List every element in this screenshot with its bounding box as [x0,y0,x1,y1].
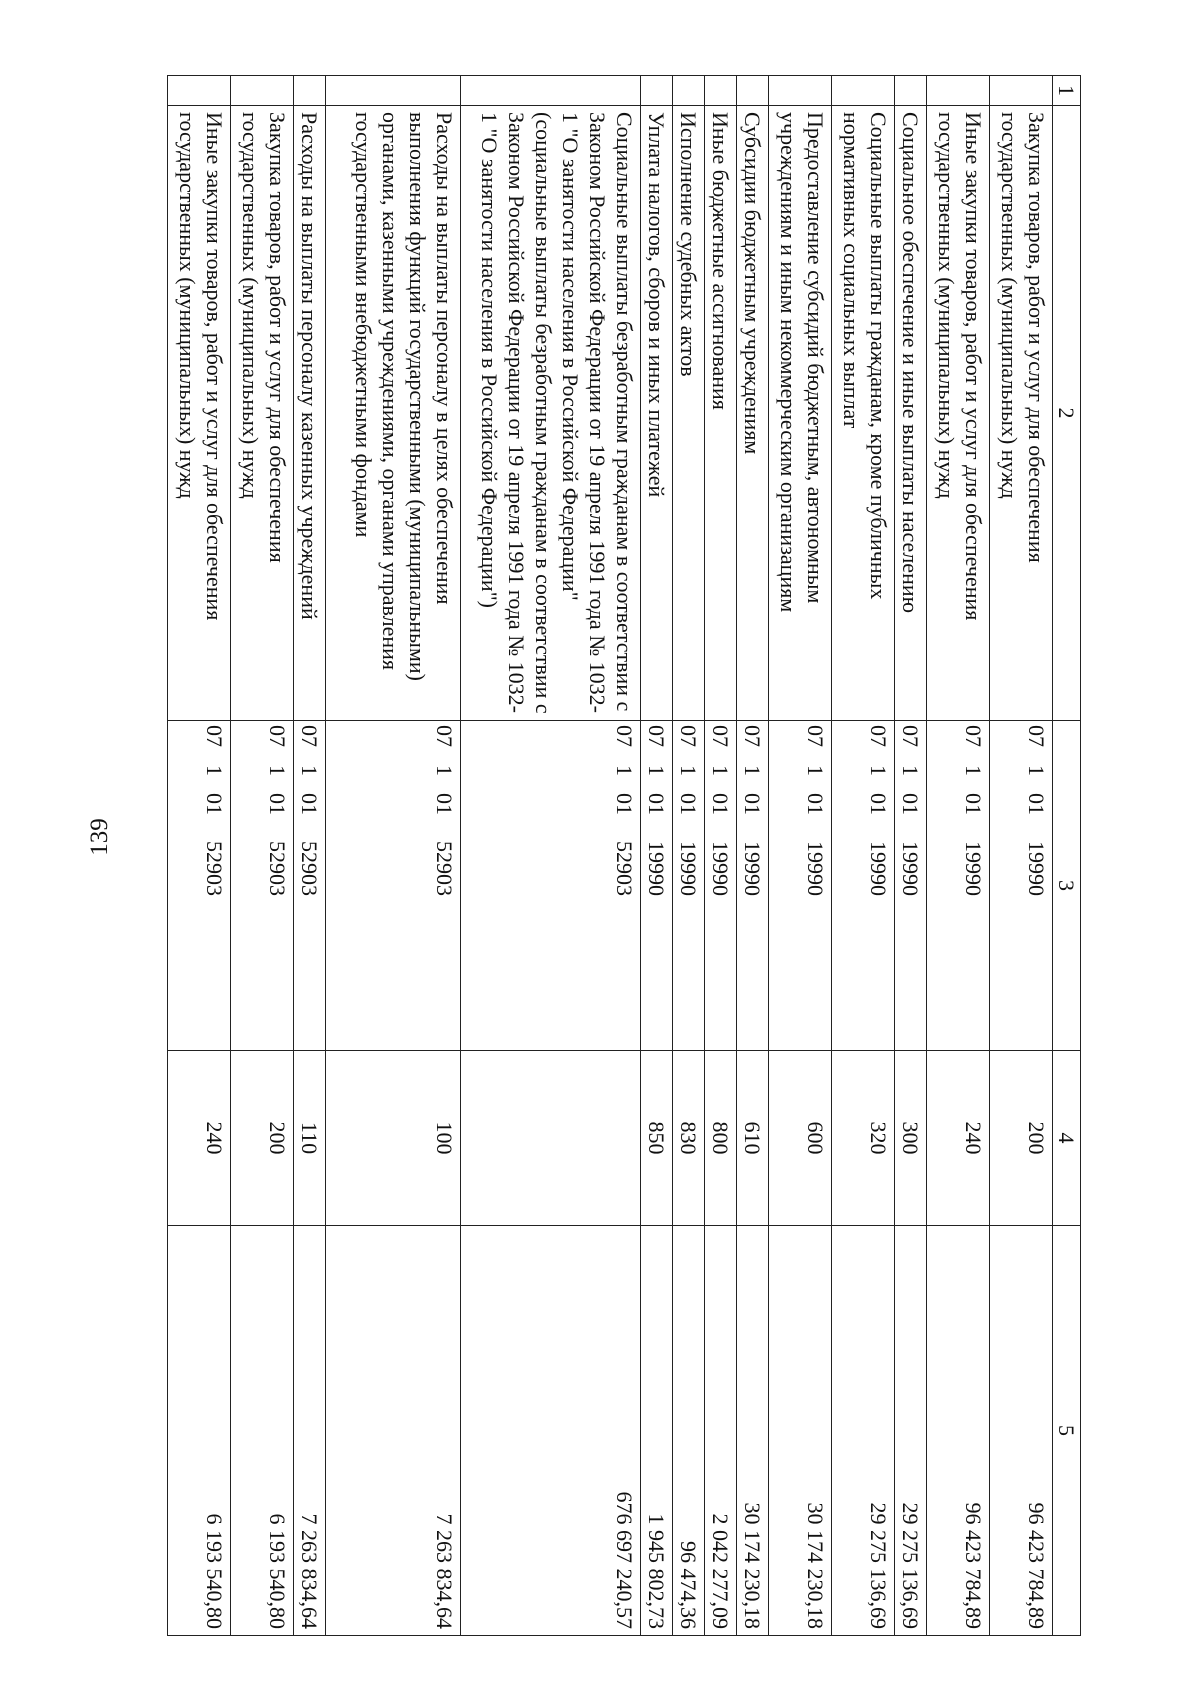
row-code [927,721,990,1051]
code-direction: 19990 [898,841,923,896]
row-code [990,721,1053,1051]
row-amount: 29 275 136,69 [895,1226,927,1636]
code-program: 1 [202,765,227,776]
row-number-cell [461,76,641,106]
code-section: 07 [740,725,765,747]
row-code [326,721,461,1051]
row-expense-type: 100 [326,1051,461,1226]
code-section: 07 [803,725,828,747]
row-name: Расходы на выплаты персоналу казенных учреждений [294,106,326,721]
row-name: Уплата налогов, сборов и иных платежей [641,106,673,721]
code-direction: 19990 [1024,841,1049,896]
row-code [641,721,673,1051]
row-expense-type: 600 [769,1051,832,1226]
table-row [231,76,294,1636]
code-subprogram: 01 [1024,793,1049,815]
code-program: 1 [866,765,891,776]
code-direction: 19990 [866,841,891,896]
table-row [461,76,641,1636]
row-code [832,721,895,1051]
row-expense-type: 240 [168,1051,231,1226]
code-section: 07 [676,725,701,747]
code-section: 07 [265,725,290,747]
code-program: 1 [297,765,322,776]
row-name: Субсидии бюджетным учреждениям [737,106,769,721]
code-section: 07 [612,725,637,747]
row-code [461,721,641,1051]
column-number-5: 5 [1053,1226,1081,1636]
code-direction: 19990 [740,841,765,896]
code-direction: 19990 [644,841,669,896]
code-program: 1 [644,765,669,776]
table-row [168,76,231,1636]
code-section: 07 [1024,725,1049,747]
code-direction: 52903 [612,841,637,896]
budget-table [167,75,1081,1636]
row-code [769,721,832,1051]
row-expense-type [461,1051,641,1226]
row-amount: 1 945 802,73 [641,1226,673,1636]
code-direction: 19990 [676,841,701,896]
table-row [990,76,1053,1636]
row-expense-type: 300 [895,1051,927,1226]
row-amount: 676 697 240,57 [461,1226,641,1636]
code-program: 1 [740,765,765,776]
row-expense-type: 110 [294,1051,326,1226]
code-program: 1 [676,765,701,776]
rotated-page-content [121,75,1081,1635]
code-program: 1 [803,765,828,776]
code-section: 07 [432,725,457,747]
row-amount: 7 263 834,64 [326,1226,461,1636]
code-direction: 19990 [708,841,733,896]
row-amount: 96 423 784,89 [927,1226,990,1636]
row-expense-type: 800 [705,1051,737,1226]
column-number-row [1053,76,1081,1636]
row-amount: 2 042 277,09 [705,1226,737,1636]
code-direction: 19990 [803,841,828,896]
row-code [673,721,705,1051]
code-section: 07 [644,725,669,747]
table-row [641,76,673,1636]
code-subprogram: 01 [898,793,923,815]
code-direction: 52903 [297,841,322,896]
row-code [737,721,769,1051]
column-number-3: 3 [1053,721,1081,1051]
row-code [168,721,231,1051]
column-number-1: 1 [1053,76,1081,106]
code-section: 07 [898,725,923,747]
row-number-cell [641,76,673,106]
table-row [673,76,705,1636]
row-name: Иные бюджетные ассигнования [705,106,737,721]
code-program: 1 [265,765,290,776]
code-direction: 19990 [961,841,986,896]
row-code [895,721,927,1051]
table-row [832,76,895,1636]
row-code [705,721,737,1051]
table-row [927,76,990,1636]
row-expense-type: 850 [641,1051,673,1226]
table-row [326,76,461,1636]
row-number-cell [895,76,927,106]
row-amount: 30 174 230,18 [737,1226,769,1636]
row-amount: 96 474,36 [673,1226,705,1636]
code-subprogram: 01 [803,793,828,815]
column-number-4: 4 [1053,1051,1081,1226]
row-expense-type: 830 [673,1051,705,1226]
code-subprogram: 01 [202,793,227,815]
table-row [737,76,769,1636]
row-number-cell [832,76,895,106]
table-row [769,76,832,1636]
row-amount: 29 275 136,69 [832,1226,895,1636]
code-program: 1 [961,765,986,776]
table-row [294,76,326,1636]
page-number: 139 [86,818,113,856]
code-subprogram: 01 [961,793,986,815]
row-code [231,721,294,1051]
row-number-cell [231,76,294,106]
row-number-cell [168,76,231,106]
row-number-cell [927,76,990,106]
code-section: 07 [961,725,986,747]
row-expense-type: 320 [832,1051,895,1226]
row-amount: 7 263 834,64 [294,1226,326,1636]
code-program: 1 [612,765,637,776]
row-amount: 96 423 784,89 [990,1226,1053,1636]
code-section: 07 [708,725,733,747]
row-name: Расходы на выплаты персоналу в целях обеспечения выполнения функций государственными (муниципальными) органами, казенными учреждениями, органами управления государственными внебюджетными фондами [326,106,461,721]
row-amount: 6 193 540,80 [231,1226,294,1636]
row-number-cell [737,76,769,106]
row-number-cell [673,76,705,106]
row-expense-type: 240 [927,1051,990,1226]
code-subprogram: 01 [866,793,891,815]
code-direction: 52903 [202,841,227,896]
code-subprogram: 01 [676,793,701,815]
code-subprogram: 01 [265,793,290,815]
code-program: 1 [432,765,457,776]
table-row [895,76,927,1636]
row-expense-type: 200 [231,1051,294,1226]
code-program: 1 [708,765,733,776]
row-amount: 6 193 540,80 [168,1226,231,1636]
code-subprogram: 01 [708,793,733,815]
code-section: 07 [202,725,227,747]
row-name: Исполнение судебных актов [673,106,705,721]
code-subprogram: 01 [740,793,765,815]
row-code [294,721,326,1051]
row-name: Иные закупки товаров, работ и услуг для обеспечения государственных (муниципальных) нужд [168,106,231,721]
row-name: Социальные выплаты безработным гражданам в соответствии с Законом Российской Федерации от 19 апреля 1991 года № 1032-1 "О занятости населения в Российской Федерации" (социальные выплаты безработным гражданам в соответствии с Законом Российской Федерации от 19 апреля 1991 года № 1032-1 "О занятости населения в Российской Федерации") [461,106,641,721]
row-number-cell [294,76,326,106]
code-section: 07 [866,725,891,747]
code-subprogram: 01 [432,793,457,815]
code-direction: 52903 [432,841,457,896]
row-amount: 30 174 230,18 [769,1226,832,1636]
row-name: Закупка товаров, работ и услуг для обеспечения государственных (муниципальных) нужд [990,106,1053,721]
row-name: Социальные выплаты гражданам, кроме публичных нормативных социальных выплат [832,106,895,721]
row-name: Социальное обеспечение и иные выплаты населению [895,106,927,721]
row-name: Иные закупки товаров, работ и услуг для обеспечения государственных (муниципальных) нужд [927,106,990,721]
row-number-cell [769,76,832,106]
code-section: 07 [297,725,322,747]
code-program: 1 [898,765,923,776]
code-direction: 52903 [265,841,290,896]
column-number-2: 2 [1053,106,1081,721]
row-number-cell [990,76,1053,106]
code-subprogram: 01 [644,793,669,815]
row-name: Закупка товаров, работ и услуг для обеспечения государственных (муниципальных) нужд [231,106,294,721]
row-number-cell [326,76,461,106]
row-expense-type: 200 [990,1051,1053,1226]
code-subprogram: 01 [297,793,322,815]
row-number-cell [705,76,737,106]
table-row [705,76,737,1636]
code-subprogram: 01 [612,793,637,815]
row-expense-type: 610 [737,1051,769,1226]
code-program: 1 [1024,765,1049,776]
row-name: Предоставление субсидий бюджетным, автономным учреждениям и иным некоммерческим организациям [769,106,832,721]
